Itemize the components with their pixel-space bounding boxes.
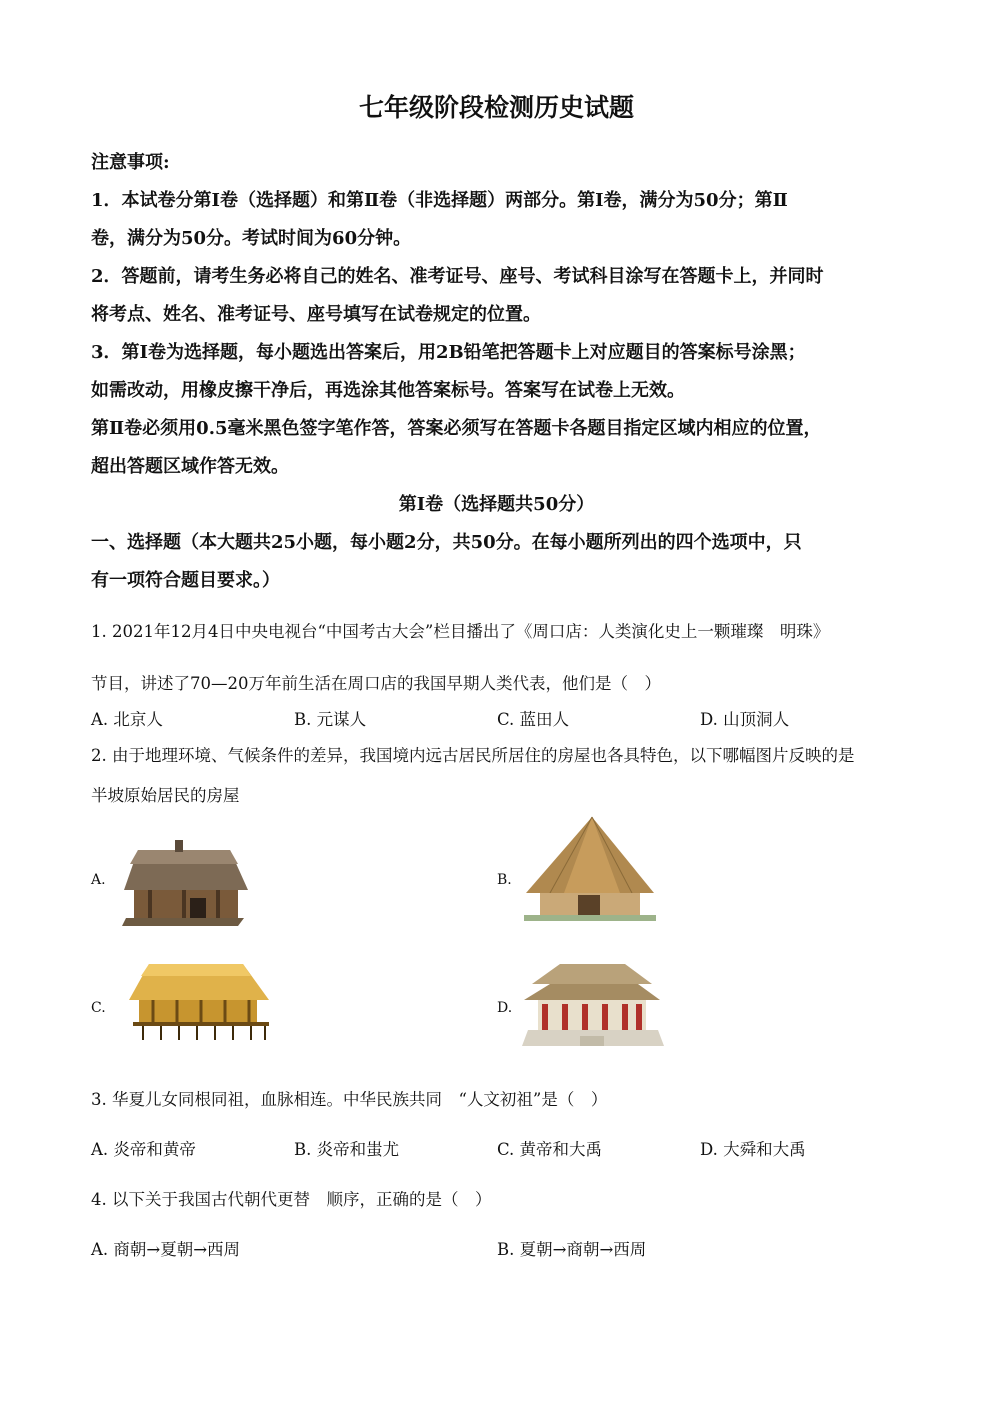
notes-line: 1．本试卷分第Ⅰ卷（选择题）和第Ⅱ卷（非选择题）两部分。第Ⅰ卷，满分为50分；第Ⅱ: [91, 190, 788, 211]
q3-option-c: C. 黄帝和大禹: [497, 1140, 603, 1159]
question-1-stem: 1. 2021年12月4日中央电视台“中国考古大会”栏目播出了《周口店：人类演化史上一颗璀璨 明珠》: [91, 622, 830, 641]
thatched-cabin-image: [120, 838, 255, 928]
conical-hut-image: [520, 815, 660, 925]
section-instruction: 一、选择题（本大题共25小题，每小题2分，共50分。在每小题所列出的四个选项中，只: [91, 532, 802, 553]
q3-option-d: D. 大舜和大禹: [700, 1140, 806, 1159]
q4-option-b: B. 夏朝→商朝→西周: [497, 1240, 647, 1259]
q1-option-d: D. 山顶洞人: [700, 710, 790, 729]
q1-option-b: B. 元谋人: [294, 710, 367, 729]
notes-line: 3．第Ⅰ卷为选择题，每小题选出答案后，用2B铅笔把答题卡上对应题目的答案标号涂黑；: [91, 342, 806, 363]
q2-label-b: B.: [497, 872, 512, 888]
notes-line: 将考点、姓名、准考证号、座号填写在试卷规定的位置。: [91, 304, 541, 325]
question-4-stem: 4. 以下关于我国古代朝代更替 顺序，正确的是（ ）: [91, 1190, 492, 1209]
notes-line: 超出答题区域作答无效。: [91, 456, 289, 477]
section-instruction: 有一项符合题目要求。）: [91, 570, 280, 591]
notes-heading: 注意事项:: [91, 152, 170, 173]
stilt-house-image: [125, 960, 275, 1042]
section-title: 第Ⅰ卷（选择题共50分）: [398, 494, 595, 515]
notes-line: 如需改动，用橡皮擦干净后，再选涂其他答案标号。答案写在试卷上无效。: [91, 380, 685, 401]
question-2-stem: 2. 由于地理环境、气候条件的差异，我国境内远古居民所居住的房屋也各具特色，以下哪幅图片反映的是: [91, 746, 855, 765]
question-1-stem: 节目，讲述了70—20万年前生活在周口店的我国早期人类代表，他们是（ ）: [91, 674, 661, 693]
question-3-stem: 3. 华夏儿女同根同祖，血脉相连。中华民族共同 “人文初祖”是（ ）: [91, 1090, 608, 1109]
page-title: 七年级阶段检测历史试题: [358, 93, 634, 122]
q3-option-a: A. 炎帝和黄帝: [91, 1140, 196, 1159]
q2-label-c: C.: [91, 1000, 106, 1016]
notes-line: 第Ⅱ卷必须用0.5毫米黑色签字笔作答，答案必须写在答题卡各题目指定区域内相应的位置，: [91, 418, 822, 439]
notes-line: 2．答题前，请考生务必将自己的姓名、准考证号、座号、考试科目涂写在答题卡上，并同时: [91, 266, 824, 287]
q2-label-d: D.: [497, 1000, 513, 1016]
q4-option-a: A. 商朝→夏朝→西周: [91, 1240, 241, 1259]
q3-option-b: B. 炎帝和蚩尤: [294, 1140, 400, 1159]
q1-option-c: C. 蓝田人: [497, 710, 570, 729]
palace-image: [520, 960, 665, 1055]
question-2-stem: 半坡原始居民的房屋: [91, 786, 240, 805]
q2-label-a: A.: [91, 872, 106, 888]
q1-option-a: A. 北京人: [91, 710, 163, 729]
notes-line: 卷，满分为50分。考试时间为60分钟。: [91, 228, 412, 249]
